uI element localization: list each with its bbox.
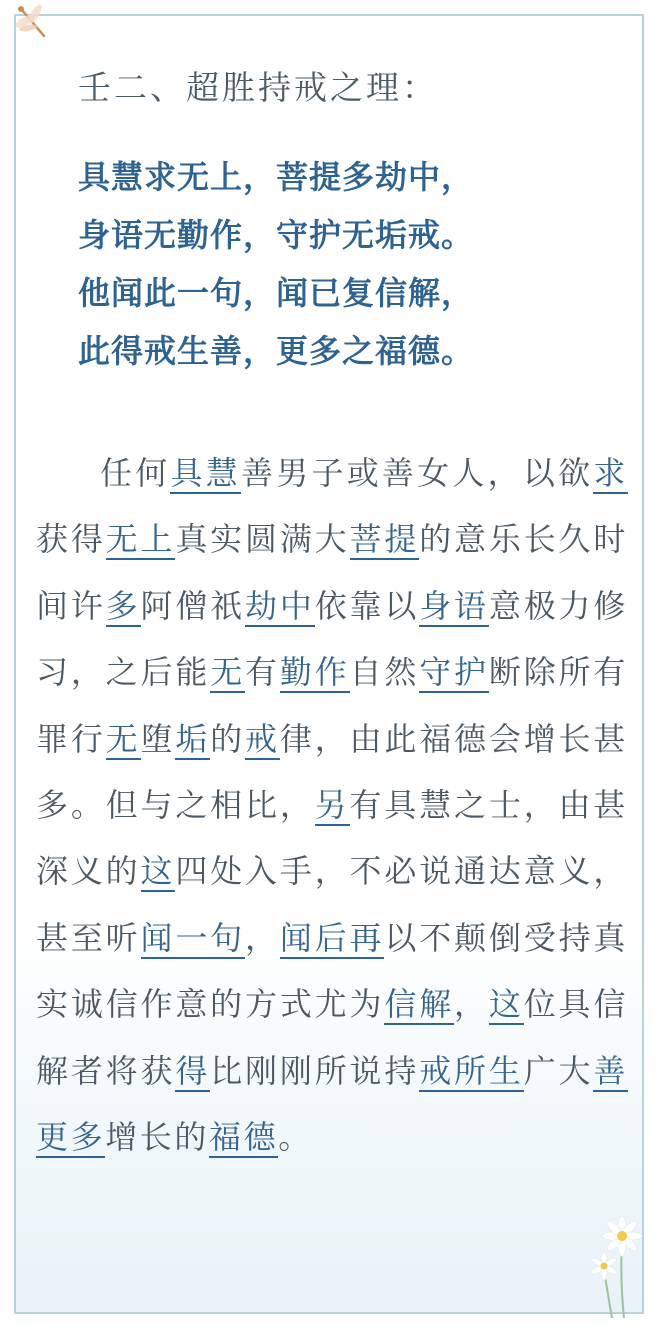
underlined-term: 戒 <box>245 719 280 758</box>
verse-line: 他闻此一句，闻已复信解， <box>78 274 475 312</box>
commentary-text: 获得 <box>36 520 106 559</box>
commentary-text: 真实圆满大 <box>175 520 350 559</box>
underlined-term: 信解 <box>384 985 455 1024</box>
commentary-text: ， <box>245 918 280 957</box>
commentary-text: 堕 <box>140 719 176 758</box>
commentary-text: 意极力修习，之后能 <box>36 586 628 692</box>
dragonfly-icon <box>10 4 54 44</box>
commentary-text: 任何 <box>100 454 171 492</box>
verse-line: 具慧求无上，菩提多劫中， <box>78 158 475 196</box>
underlined-term: 这 <box>488 985 524 1024</box>
commentary-text: 位具信解者将获 <box>36 985 628 1090</box>
underlined-term: 闻后再 <box>279 918 385 957</box>
commentary-text: 。 <box>278 1118 313 1157</box>
commentary-text: 有 <box>245 653 280 692</box>
commentary-text: 断除所有罪行 <box>36 653 628 758</box>
verse-block <box>78 152 474 384</box>
underlined-term: 无 <box>210 653 246 692</box>
commentary-text: 的 <box>210 719 246 758</box>
underlined-term: 求 <box>593 454 628 492</box>
underlined-term: 闻一句 <box>140 918 246 957</box>
daisy-flower-icon <box>582 1200 652 1320</box>
commentary-text: 依靠以 <box>314 586 420 625</box>
underlined-term: 无 <box>105 719 141 758</box>
underlined-term: 无上 <box>105 520 176 559</box>
underlined-term: 劫中 <box>245 586 315 625</box>
verse-line: 此得戒生善，更多之福德。 <box>78 332 475 370</box>
commentary-text: ， <box>454 985 489 1024</box>
commentary-text: 阿僧祇 <box>140 586 246 625</box>
verse-line: 身语无勤作，守护无垢戒。 <box>78 216 475 254</box>
section-heading: 壬二、超胜持戒之理： <box>78 68 438 107</box>
underlined-term: 垢 <box>175 719 211 758</box>
commentary-text: 善男子或善女人，以欲 <box>240 454 594 492</box>
commentary-text: 四处入手，不必说通达意义，甚至听 <box>36 852 628 957</box>
underlined-term: 福德 <box>209 1118 279 1157</box>
commentary-text: 比刚刚所说持 <box>210 1051 420 1090</box>
underlined-term: 另 <box>314 786 350 825</box>
commentary-text: 以不颠倒受持真实诚信作意的方式尤为 <box>36 918 628 1024</box>
underlined-term: 勤作 <box>279 653 350 692</box>
underlined-term: 这 <box>140 852 176 891</box>
underlined-term: 身语 <box>419 586 489 625</box>
commentary-paragraph <box>36 440 628 1170</box>
underlined-term: 守护 <box>419 653 489 692</box>
underlined-term: 具慧 <box>170 454 241 492</box>
commentary-text: 广大 <box>523 1051 594 1090</box>
underlined-term: 得 <box>175 1051 211 1090</box>
commentary-text: 增长的 <box>105 1118 210 1157</box>
commentary-text: 自然 <box>349 653 420 692</box>
underlined-term: 善更多 <box>36 1051 628 1157</box>
commentary-text: 有具慧之士，由甚深义的 <box>36 786 628 891</box>
underlined-term: 戒所生 <box>419 1051 524 1090</box>
underlined-term: 菩提 <box>349 520 420 559</box>
underlined-term: 多 <box>105 586 141 625</box>
commentary-text: 律，由此福德会增长甚多。但与之相比， <box>36 719 628 825</box>
commentary-text: 的意乐长久时间许 <box>36 520 628 625</box>
